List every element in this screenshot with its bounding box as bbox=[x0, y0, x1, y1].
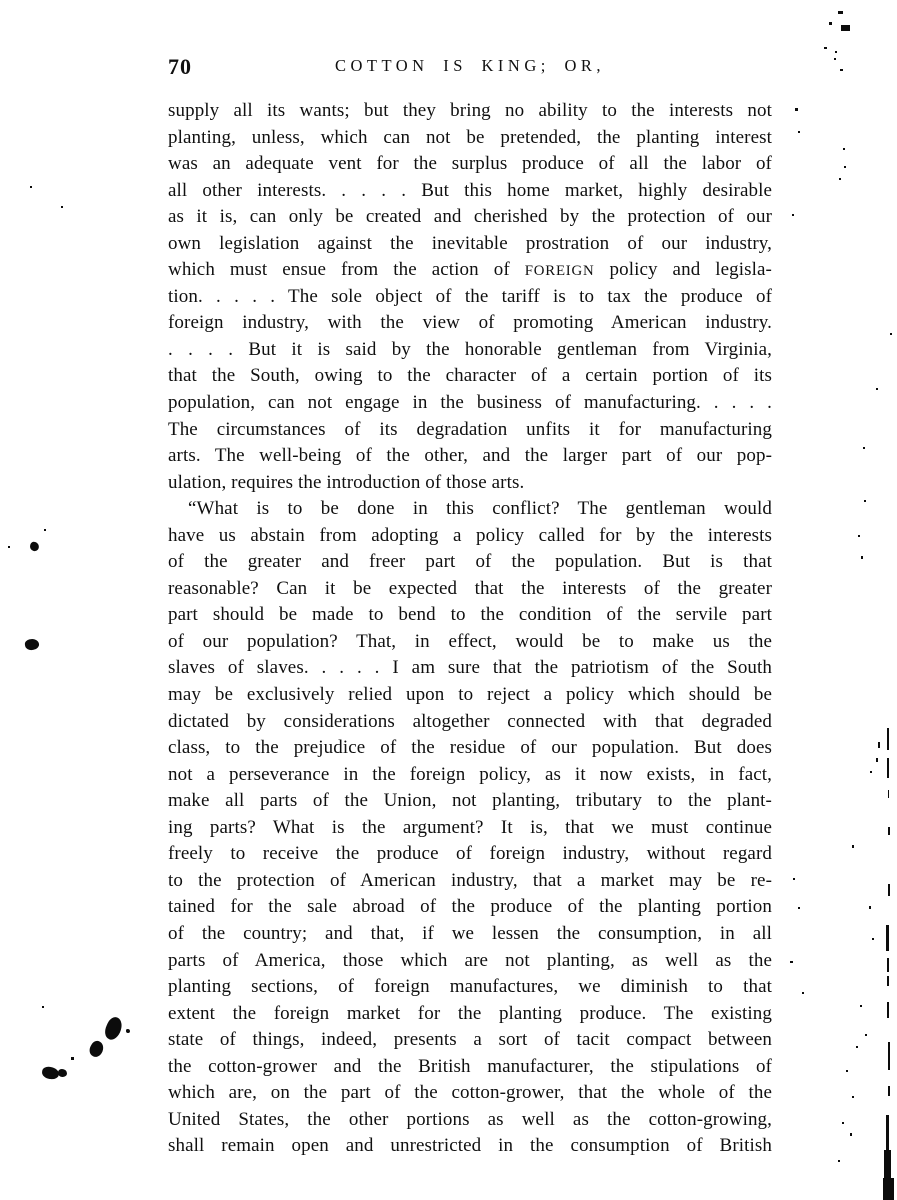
scan-speckle bbox=[840, 69, 843, 71]
text-line: foreign industry, with the view of promoting American industry. bbox=[168, 312, 772, 334]
body-text bbox=[168, 98, 772, 1160]
scan-speckle bbox=[852, 1096, 854, 1098]
scan-speckle bbox=[795, 108, 798, 111]
text-line: ulation, requires the introduction of those arts. bbox=[168, 471, 525, 493]
text-line: extent the foreign market for the planting produce. The existing bbox=[168, 1002, 772, 1024]
scan-speckle bbox=[870, 771, 872, 773]
text-line: not a perseverance in the foreign policy, as it now exists, in fact, bbox=[168, 763, 772, 785]
scan-speckle bbox=[834, 58, 836, 60]
ink-blot bbox=[24, 638, 40, 651]
scan-speckle bbox=[802, 992, 804, 994]
scan-speckle bbox=[42, 1006, 44, 1008]
scan-speckle bbox=[850, 1133, 852, 1136]
scan-speckle bbox=[790, 961, 793, 963]
text-line: planting, unless, which can not be pretended, the planting interest bbox=[168, 126, 772, 148]
text-line: of the greater and freer part of the population. But is that bbox=[168, 551, 772, 573]
scan-speckle bbox=[8, 546, 10, 548]
text-line: . . . . But it is said by the honorable gentleman from Virginia, bbox=[168, 338, 772, 360]
text-line: United States, the other portions as well as the cotton-growing, bbox=[168, 1108, 772, 1130]
scan-speckle bbox=[883, 1178, 894, 1200]
scan-speckle bbox=[856, 1046, 858, 1048]
text-line: arts. The well-being of the other, and the larger part of our pop- bbox=[168, 445, 772, 467]
page-header bbox=[168, 52, 772, 80]
running-title: COTTON IS KING; OR, bbox=[334, 56, 606, 75]
text-line: planting sections, of foreign manufactures, we diminish to that bbox=[168, 976, 772, 998]
text-line: of the country; and that, if we lessen the consumption, in all bbox=[168, 922, 772, 944]
scan-speckle bbox=[887, 976, 889, 986]
text-line: dictated by considerations altogether connected with that degraded bbox=[168, 710, 772, 732]
scan-speckle bbox=[843, 148, 845, 150]
text-line: of our population? That, in effect, would be to make us the bbox=[168, 630, 772, 652]
scan-speckle bbox=[884, 1150, 891, 1180]
text-line: as it is, can only be created and cherished by the protection of our bbox=[168, 206, 772, 228]
text-line: ing parts? What is the argument? It is, that we must continue bbox=[168, 816, 772, 838]
scan-speckle bbox=[869, 906, 871, 909]
scan-speckle bbox=[852, 845, 854, 848]
text-line: state of things, indeed, presents a sort of tacit compact between bbox=[168, 1029, 772, 1051]
scan-speckle bbox=[887, 1002, 889, 1018]
scan-speckle bbox=[844, 166, 846, 168]
ink-blot bbox=[126, 1029, 130, 1033]
small-caps-word: FOREIGN bbox=[524, 263, 595, 280]
scan-speckle bbox=[872, 938, 874, 940]
text-line: slaves of slaves. . . . . I am sure that the patriotism of the South bbox=[168, 657, 772, 679]
ink-blot bbox=[29, 541, 40, 552]
scan-speckle bbox=[886, 925, 889, 951]
text-line: population, can not engage in the business of manufacturing. . . . . bbox=[168, 392, 772, 414]
scan-speckle bbox=[886, 1115, 889, 1150]
scan-speckle bbox=[887, 758, 889, 778]
page-number: 70 bbox=[168, 54, 192, 79]
ink-blot bbox=[102, 1015, 125, 1042]
scan-speckle bbox=[71, 1057, 74, 1060]
text-line: which must ensue from the action of FOREIGN policy and legisla- bbox=[168, 259, 772, 281]
paragraph bbox=[168, 98, 772, 496]
scan-speckle bbox=[792, 214, 794, 216]
scan-speckle bbox=[864, 500, 866, 502]
scan-speckle bbox=[888, 827, 890, 835]
scan-speckle bbox=[876, 758, 878, 762]
text-line: that the South, owing to the character of a certain portion of its bbox=[168, 365, 772, 387]
text-line: may be exclusively relied upon to reject a policy which should be bbox=[168, 684, 772, 706]
scan-speckle bbox=[890, 333, 892, 335]
scan-speckle bbox=[824, 47, 827, 49]
text-line: all other interests. . . . . But this home market, highly desirable bbox=[168, 179, 772, 201]
scan-speckle bbox=[841, 25, 850, 31]
scan-speckle bbox=[838, 11, 843, 14]
scan-speckle bbox=[798, 131, 800, 133]
scan-speckle bbox=[793, 878, 795, 880]
scan-speckle bbox=[798, 907, 800, 909]
text-line: reasonable? Can it be expected that the interests of the greater bbox=[168, 577, 772, 599]
scan-speckle bbox=[858, 535, 860, 537]
scan-speckle bbox=[888, 1086, 890, 1096]
scan-speckle bbox=[30, 186, 32, 188]
text-line: was an adequate vent for the surplus produce of all the labor of bbox=[168, 153, 772, 175]
scan-speckle bbox=[861, 556, 863, 559]
text-line: “What is to be done in this conflict? The gentleman would bbox=[188, 498, 772, 520]
scan-speckle bbox=[887, 728, 889, 750]
scan-speckle bbox=[888, 790, 889, 798]
ink-blot bbox=[58, 1069, 67, 1077]
text-line: to the protection of American industry, that a market may be re- bbox=[168, 869, 772, 891]
ink-blot bbox=[87, 1039, 106, 1059]
scan-speckle bbox=[878, 742, 880, 748]
text-line: the cotton-grower and the British manufacturer, the stipulations of bbox=[168, 1055, 772, 1077]
scan-speckle bbox=[846, 1070, 848, 1072]
scan-speckle bbox=[61, 206, 63, 208]
scan-speckle bbox=[838, 1160, 840, 1162]
text-line: which are, on the part of the cotton-grower, that the whole of the bbox=[168, 1082, 772, 1104]
text-line: supply all its wants; but they bring no ability to the interests not bbox=[168, 100, 772, 121]
text-line: part should be made to bend to the condition of the servile part bbox=[168, 604, 772, 626]
scan-speckle bbox=[888, 1042, 890, 1070]
scan-speckle bbox=[839, 178, 841, 180]
scan-speckle bbox=[888, 884, 890, 896]
text-line: own legislation against the inevitable prostration of our industry, bbox=[168, 232, 772, 254]
scan-speckle bbox=[887, 958, 889, 972]
text-line: shall remain open and unrestricted in the consumption of British bbox=[168, 1135, 772, 1157]
scan-speckle bbox=[876, 388, 878, 390]
text-line: make all parts of the Union, not planting, tributary to the plant- bbox=[168, 790, 772, 812]
text-line: parts of America, those which are not planting, as well as the bbox=[168, 949, 772, 971]
ink-blot bbox=[41, 1066, 60, 1080]
scan-speckle bbox=[44, 529, 46, 531]
text-line: tained for the sale abroad of the produce of the planting portion bbox=[168, 896, 772, 918]
scan-speckle bbox=[829, 22, 832, 25]
text-line: freely to receive the produce of foreign industry, without regard bbox=[168, 843, 772, 865]
scan-speckle bbox=[865, 1034, 867, 1036]
text-line: have us abstain from adopting a policy called for by the interests bbox=[168, 524, 772, 546]
text-line: tion. . . . . The sole object of the tariff is to tax the produce of bbox=[168, 285, 772, 307]
paragraph bbox=[168, 496, 772, 1160]
scan-speckle bbox=[860, 1005, 862, 1007]
scan-speckle bbox=[835, 51, 837, 53]
scan-speckle bbox=[842, 1122, 844, 1124]
text-line: class, to the prejudice of the residue of our population. But does bbox=[168, 737, 772, 759]
text-line: The circumstances of its degradation unfits it for manufacturing bbox=[168, 418, 772, 440]
scan-speckle bbox=[863, 447, 865, 449]
